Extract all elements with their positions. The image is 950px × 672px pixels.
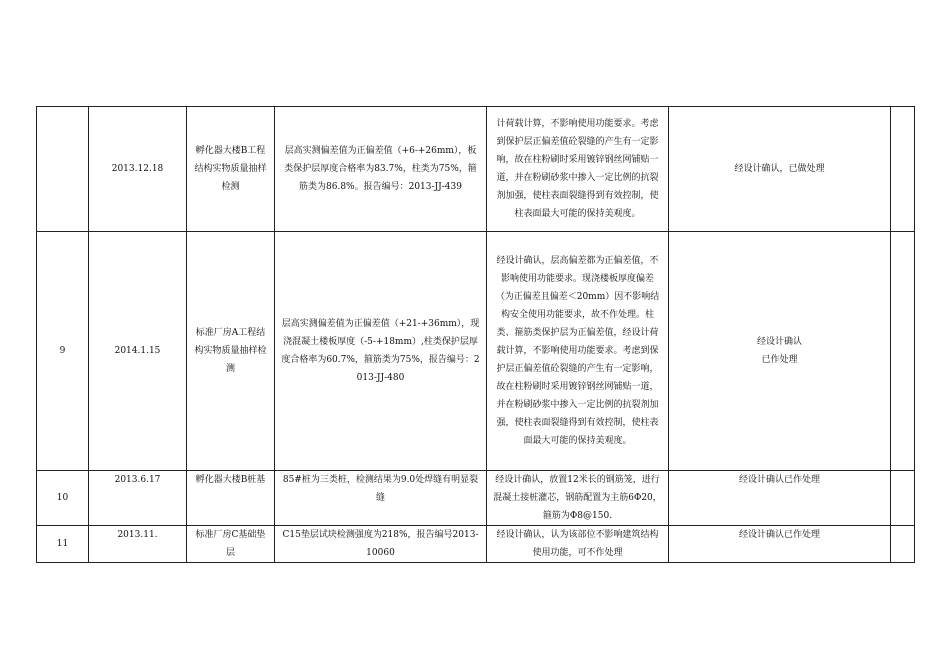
handling-status: 经设计确认已作处理: [669, 471, 891, 526]
row-number: [37, 107, 89, 232]
handling-status: [669, 232, 891, 471]
inspection-date: 2013.6.17: [89, 471, 187, 526]
quality-issue-table: [36, 106, 915, 563]
inspection-date: 2014.1.15: [89, 232, 187, 471]
handling-line-1: 经设计确认: [756, 337, 802, 347]
inspection-result: 85#桩为三类桩，检测结果为9.0处焊缝有明显裂缝: [275, 471, 487, 526]
remark-cell: [891, 232, 915, 471]
corrective-measure: 经设计确认，层高偏差都为正偏差值，不影响使用功能要求。现浇楼板厚度偏差（为正偏差且偏差＜20mm）因不影响结构安全使用功能要求，故不作处理。柱类、箍筋类保护层为正偏差值，经设计荷载计算，不影响使用功能要求。考虑到保护层正偏差值砼裂缝的产生有一定影响，故在柱粉刷时采用镀锌钢丝网铺贴一道，并在粉刷砂浆中掺入一定比例的抗裂剂加强，使柱表面裂缝得到有效控制，使柱表面最大可能的保持美观度。: [487, 232, 669, 471]
handling-status: 经设计确认已作处理: [669, 526, 891, 563]
inspection-result: 层高实测偏差值为正偏差值（+21-+36mm），现浇混凝土楼板厚度（-5-+18mm）,柱类保护层厚度合格率为60.7%，箍筋类为75%，报告编号：2013-JJ-480: [275, 232, 487, 471]
inspection-result: 层高实测偏差值为正偏差值（+6-+26mm），板类保护层厚度合格率为83.7%，柱类为75%，箍筋类为86.8%。报告编号：2013-JJ-439: [275, 107, 487, 232]
row-number: 11: [37, 526, 89, 563]
table-row: [37, 526, 915, 563]
project-name: 标准厂房A工程结构实物质量抽样检测: [187, 232, 275, 471]
table-row: [37, 107, 915, 232]
remark-cell: [891, 471, 915, 526]
remark-cell: [891, 107, 915, 232]
row-number: 10: [37, 471, 89, 526]
inspection-result: C15垫层试块检测强度为218%，报告编号2013-10060: [275, 526, 487, 563]
inspection-date: 2013.11.: [89, 526, 187, 563]
project-name: 孵化器大楼B桩基: [187, 471, 275, 526]
handling-line-2: 已作处理: [761, 355, 798, 365]
handling-status: 经设计确认，已做处理: [669, 107, 891, 232]
corrective-measure: 计荷载计算，不影响使用功能要求。考虑到保护层正偏差值砼裂缝的产生有一定影响，故在柱粉刷时采用镀锌钢丝网铺贴一道，并在粉刷砂浆中掺入一定比例的抗裂剂加强，使柱表面裂缝得到有效控制，使柱表面最大可能的保持美观度。: [487, 107, 669, 232]
project-name: 孵化器大楼B工程结构实物质量抽样检测: [187, 107, 275, 232]
inspection-date: 2013.12.18: [89, 107, 187, 232]
remark-cell: [891, 526, 915, 563]
table-row: [37, 232, 915, 471]
project-name: 标准厂房C基础垫层: [187, 526, 275, 563]
corrective-measure: 经设计确认，认为该部位不影响建筑结构使用功能，可不作处理: [487, 526, 669, 563]
table-row: [37, 471, 915, 526]
row-number: 9: [37, 232, 89, 471]
corrective-measure: 经设计确认，放置12米长的钢筋笼，进行混凝土接桩灌芯，钢筋配置为主筋6Φ20，箍筋为Φ8@150.: [487, 471, 669, 526]
